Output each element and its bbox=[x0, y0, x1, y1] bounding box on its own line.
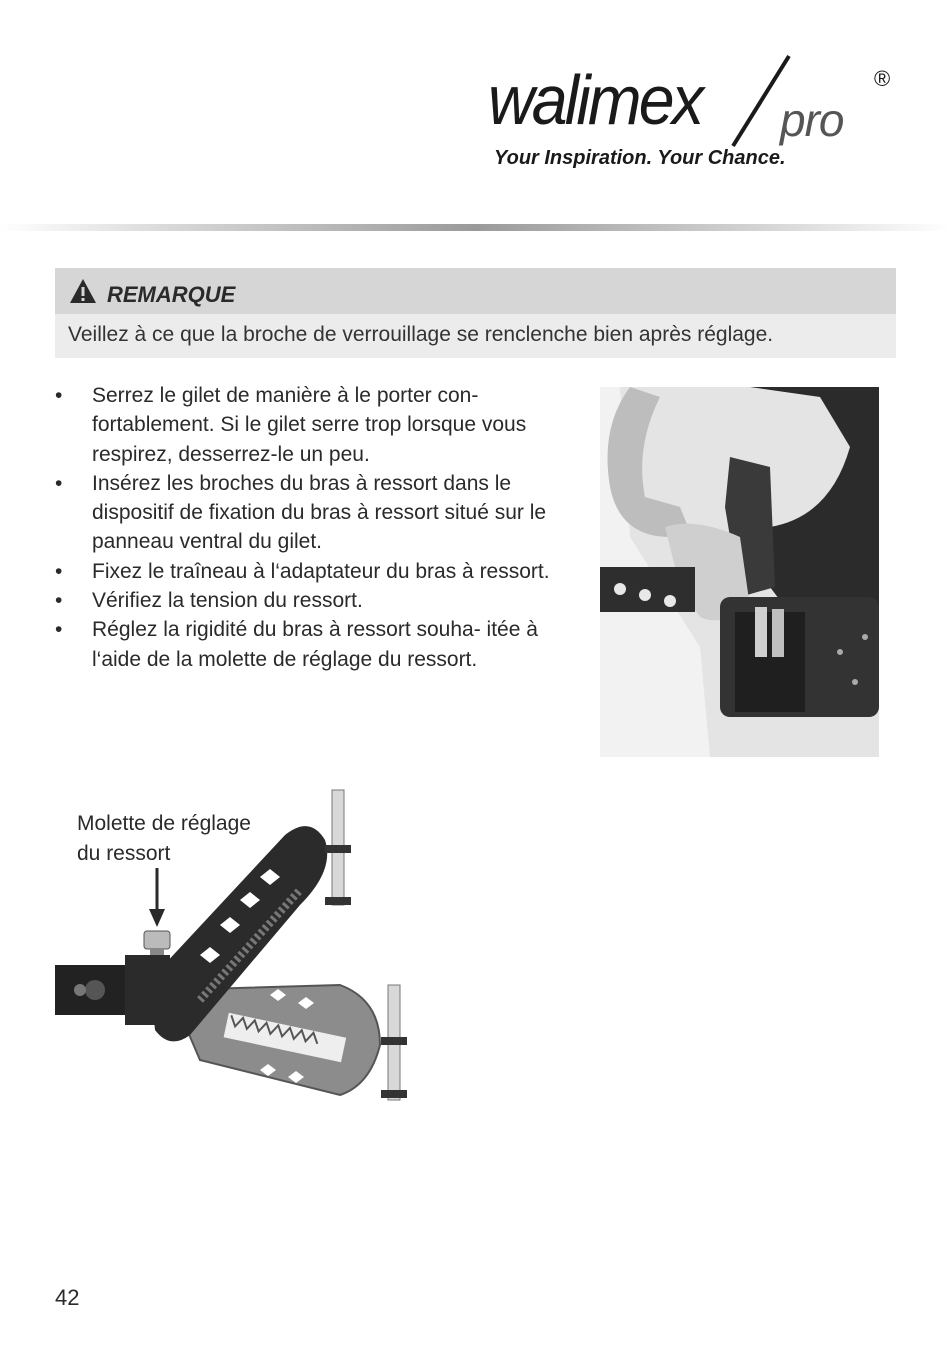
arrow-down-icon bbox=[149, 868, 165, 927]
registered-mark: ® bbox=[874, 66, 891, 91]
spring-arm-diagram bbox=[50, 785, 420, 1115]
logo-slash-icon bbox=[703, 54, 793, 149]
list-item: • Réglez la rigidité du bras à ressort souha- itée à l‘aide de la molette de réglage du ressort. bbox=[55, 615, 565, 674]
remark-text: Veillez à ce que la broche de verrouillage se renclenche bien après réglage. bbox=[68, 323, 774, 346]
page-number: 42 bbox=[55, 1285, 80, 1310]
instruction-list bbox=[55, 381, 565, 674]
remark-title: REMARQUE bbox=[107, 282, 236, 307]
logo-wordmark: walimex bbox=[488, 61, 702, 139]
label-line: Molette de réglage bbox=[77, 812, 251, 835]
header-divider bbox=[0, 224, 950, 231]
list-item: • Insérez les broches du bras à ressort dans le dispositif de fixation du bras à ressort situé sur le panneau ventral du gilet. bbox=[55, 469, 565, 557]
brand-logo bbox=[488, 52, 908, 147]
vest-photo bbox=[600, 387, 879, 757]
remark-body bbox=[55, 314, 896, 358]
list-item: • Serrez le gilet de manière à le porter con- fortablement. Si le gilet serre trop lorsque vous respirez, desserrez-le un peu. bbox=[55, 381, 565, 469]
label-line: du ressort bbox=[77, 842, 171, 865]
list-item: • Vérifiez la tension du ressort. bbox=[55, 586, 565, 615]
logo-pro: pro bbox=[780, 94, 844, 146]
list-item: • Fixez le traîneau à l‘adaptateur du bras à ressort. bbox=[55, 557, 565, 586]
remark-box bbox=[55, 268, 896, 358]
remark-header bbox=[55, 268, 896, 314]
warning-icon bbox=[69, 278, 97, 304]
tagline: Your Inspiration. Your Chance. bbox=[494, 147, 786, 169]
